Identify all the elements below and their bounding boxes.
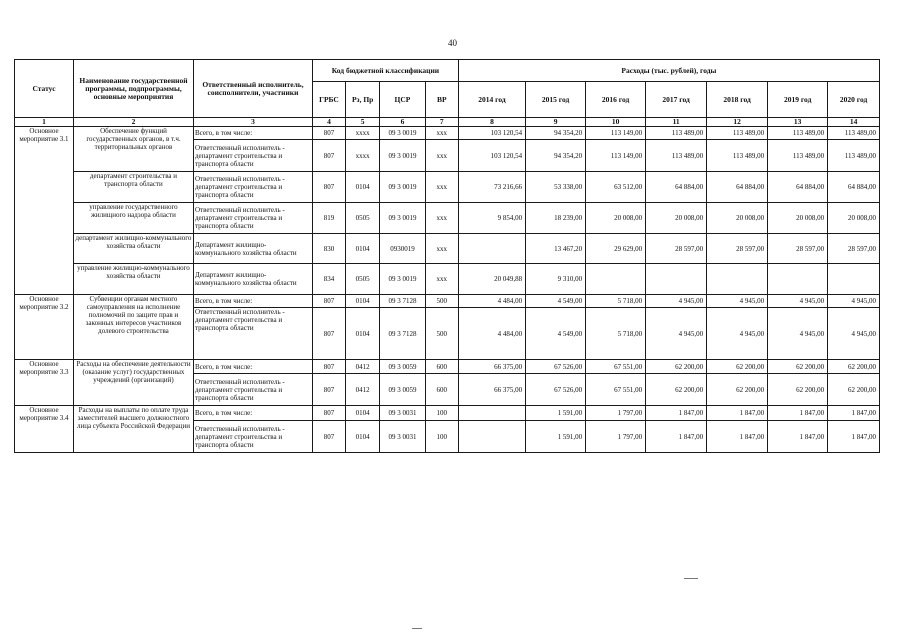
row-value: 63 512,00	[586, 172, 646, 203]
row-value: 113 489,00	[768, 127, 828, 140]
row-status: Основное мероприятие 3.4	[15, 406, 74, 453]
header-program: Наименование государственной программы, подпрограммы, основные мероприятия	[73, 60, 193, 118]
column-number: 1	[15, 118, 74, 127]
column-number: 14	[828, 118, 880, 127]
row-value: 73 216,66	[458, 172, 525, 203]
row-rz-pr: xxxx	[346, 140, 380, 172]
row-value: 4 945,00	[707, 308, 768, 360]
row-value: 64 884,00	[768, 172, 828, 203]
scan-mark	[412, 628, 422, 629]
table-row	[15, 264, 880, 295]
row-value: 103 120,54	[458, 127, 525, 140]
row-value: 4 549,00	[526, 308, 586, 360]
header-rz-pr: Рз, Пр	[346, 82, 380, 118]
row-value: 62 200,00	[646, 360, 707, 374]
row-value: 66 375,00	[458, 374, 525, 406]
row-value: 20 008,00	[707, 203, 768, 234]
row-value: 113 489,00	[707, 140, 768, 172]
row-vr: xxx	[425, 172, 458, 203]
table-row	[15, 172, 880, 203]
row-grbs: 807	[312, 140, 345, 172]
table-row	[15, 360, 880, 374]
row-value: 4 945,00	[828, 308, 880, 360]
page-number: 40	[448, 38, 457, 48]
row-value: 20 008,00	[828, 203, 880, 234]
row-value: 4 484,00	[458, 295, 525, 308]
row-rz-pr: 0104	[346, 172, 380, 203]
row-vr: xxx	[425, 140, 458, 172]
row-grbs: 807	[312, 172, 345, 203]
column-number: 13	[768, 118, 828, 127]
row-value: 62 200,00	[828, 360, 880, 374]
row-value: 1 847,00	[828, 421, 880, 453]
row-status: Основное мероприятие 3.2	[15, 295, 74, 360]
row-csr: 09 3 0059	[380, 360, 426, 374]
row-name: управление государственного жилищного надзора области	[73, 203, 193, 234]
row-csr: 09 3 0019	[380, 127, 426, 140]
row-value: 67 526,00	[526, 360, 586, 374]
row-responsible: Всего, в том числе:	[193, 295, 312, 308]
column-number: 12	[707, 118, 768, 127]
row-grbs: 807	[312, 127, 345, 140]
row-name: департамент жилищно-коммунального хозяйства области	[73, 234, 193, 264]
row-csr: 09 3 0019	[380, 172, 426, 203]
row-value: 62 200,00	[768, 374, 828, 406]
row-responsible: Всего, в том числе:	[193, 406, 312, 421]
row-name: управление жилищно-коммунального хозяйства области	[73, 264, 193, 295]
header-csr: ЦСР	[380, 82, 426, 118]
header-year: 2016 год	[586, 82, 646, 118]
row-vr: 100	[425, 421, 458, 453]
header-year: 2017 год	[646, 82, 707, 118]
row-rz-pr: 0104	[346, 421, 380, 453]
column-number: 9	[526, 118, 586, 127]
header-year: 2015 год	[526, 82, 586, 118]
row-rz-pr: 0412	[346, 360, 380, 374]
row-vr: 500	[425, 308, 458, 360]
row-rz-pr: 0505	[346, 264, 380, 295]
row-responsible: Департамент жилищно-коммунального хозяйства области	[193, 264, 312, 295]
row-value: 13 467,20	[526, 234, 586, 264]
column-number: 2	[73, 118, 193, 127]
row-value: 28 597,00	[646, 234, 707, 264]
column-number: 10	[586, 118, 646, 127]
row-name: Расходы на выплаты по оплате труда заместителей высшего должностного лица субъекта Российской Федерации	[73, 406, 193, 453]
row-value: 64 884,00	[646, 172, 707, 203]
row-value: 1 847,00	[768, 421, 828, 453]
column-number: 5	[346, 118, 380, 127]
row-vr: 600	[425, 360, 458, 374]
table-row	[15, 406, 880, 421]
row-value: 1 591,00	[526, 406, 586, 421]
row-csr: 09 3 0019	[380, 264, 426, 295]
row-value	[707, 264, 768, 295]
table-row	[15, 295, 880, 308]
row-grbs: 834	[312, 264, 345, 295]
row-vr: xxx	[425, 203, 458, 234]
row-grbs: 807	[312, 421, 345, 453]
row-value: 20 008,00	[768, 203, 828, 234]
budget-table	[14, 59, 880, 453]
row-rz-pr: 0104	[346, 234, 380, 264]
row-rz-pr: 0104	[346, 295, 380, 308]
row-value: 20 008,00	[646, 203, 707, 234]
column-number: 7	[425, 118, 458, 127]
row-csr: 09 3 0031	[380, 406, 426, 421]
row-status: Основное мероприятие 3.3	[15, 360, 74, 406]
row-value	[646, 264, 707, 295]
row-value: 113 489,00	[828, 127, 880, 140]
row-value: 113 489,00	[646, 127, 707, 140]
row-value: 4 945,00	[768, 308, 828, 360]
row-value: 4 945,00	[828, 295, 880, 308]
column-number: 8	[458, 118, 525, 127]
row-value: 1 591,00	[526, 421, 586, 453]
table-row	[15, 203, 880, 234]
row-vr: 600	[425, 374, 458, 406]
row-value: 113 149,00	[586, 127, 646, 140]
row-grbs: 807	[312, 308, 345, 360]
row-value: 62 200,00	[828, 374, 880, 406]
row-value: 67 551,00	[586, 374, 646, 406]
row-value: 1 847,00	[707, 421, 768, 453]
row-vr: 100	[425, 406, 458, 421]
row-name: Обеспечение функций государственных органов, в т.ч. территориальных органов	[73, 127, 193, 172]
table-row	[15, 234, 880, 264]
row-value: 1 797,00	[586, 421, 646, 453]
row-responsible: Ответственный исполнитель - департамент строительства и транспорта области	[193, 172, 312, 203]
column-number: 3	[193, 118, 312, 127]
row-value: 67 526,00	[526, 374, 586, 406]
row-rz-pr: 0412	[346, 374, 380, 406]
row-rz-pr: 0505	[346, 203, 380, 234]
row-value	[828, 264, 880, 295]
header-vr: ВР	[425, 82, 458, 118]
row-value: 20 008,00	[586, 203, 646, 234]
row-responsible: Ответственный исполнитель - департамент строительства и транспорта области	[193, 308, 312, 360]
row-value: 28 597,00	[828, 234, 880, 264]
row-value: 4 945,00	[646, 308, 707, 360]
row-csr: 09 3 7128	[380, 308, 426, 360]
row-value: 67 551,00	[586, 360, 646, 374]
row-value: 18 239,00	[526, 203, 586, 234]
row-grbs: 807	[312, 295, 345, 308]
row-value: 4 945,00	[768, 295, 828, 308]
row-vr: 500	[425, 295, 458, 308]
row-name: Расходы на обеспечение деятельности (оказание услуг) государственных учреждений (организаций)	[73, 360, 193, 406]
row-rz-pr: 0104	[346, 308, 380, 360]
row-name: Субвенции органам местного самоуправления на исполнение полномочий по защите прав и законных интересов участников долевого строительства	[73, 295, 193, 360]
row-responsible: Департамент жилищно-коммунального хозяйства области	[193, 234, 312, 264]
row-value: 5 718,00	[586, 295, 646, 308]
row-value	[768, 264, 828, 295]
row-vr: xxx	[425, 127, 458, 140]
row-value: 103 120,54	[458, 140, 525, 172]
header-grbs: ГРБС	[312, 82, 345, 118]
row-rz-pr: xxxx	[346, 127, 380, 140]
row-status: Основное мероприятие 3.1	[15, 127, 74, 295]
row-vr: xxx	[425, 264, 458, 295]
row-responsible: Ответственный исполнитель - департамент строительства и транспорта области	[193, 374, 312, 406]
header-year: 2014 год	[458, 82, 525, 118]
row-value: 62 200,00	[707, 360, 768, 374]
row-value: 94 354,20	[526, 127, 586, 140]
row-rz-pr: 0104	[346, 406, 380, 421]
row-value: 1 847,00	[707, 406, 768, 421]
row-grbs: 807	[312, 360, 345, 374]
row-value: 4 549,00	[526, 295, 586, 308]
row-value: 1 797,00	[586, 406, 646, 421]
row-value: 5 718,00	[586, 308, 646, 360]
row-value: 64 884,00	[828, 172, 880, 203]
row-value: 113 489,00	[707, 127, 768, 140]
row-value: 1 847,00	[646, 406, 707, 421]
header-expenses: Расходы (тыс. рублей), годы	[458, 60, 879, 82]
row-value: 4 484,00	[458, 308, 525, 360]
row-value: 62 200,00	[768, 360, 828, 374]
row-csr: 0930019	[380, 234, 426, 264]
row-value: 94 354,20	[526, 140, 586, 172]
header-responsible: Ответственный исполнитель, соисполнители, участники	[193, 60, 312, 118]
header-year: 2019 год	[768, 82, 828, 118]
row-value: 64 884,00	[707, 172, 768, 203]
row-value: 28 597,00	[768, 234, 828, 264]
row-value: 113 489,00	[828, 140, 880, 172]
row-value	[458, 421, 525, 453]
row-value	[458, 406, 525, 421]
row-value: 113 149,00	[586, 140, 646, 172]
table-row	[15, 127, 880, 140]
row-grbs: 830	[312, 234, 345, 264]
row-value: 113 489,00	[768, 140, 828, 172]
row-value: 53 338,00	[526, 172, 586, 203]
row-value: 66 375,00	[458, 360, 525, 374]
row-csr: 09 3 0019	[380, 140, 426, 172]
row-responsible: Ответственный исполнитель - департамент строительства и транспорта области	[193, 421, 312, 453]
row-value: 113 489,00	[646, 140, 707, 172]
column-number: 6	[380, 118, 426, 127]
header-year: 2020 год	[828, 82, 880, 118]
header-budget-code: Код бюджетной классификации	[312, 60, 458, 82]
row-value: 1 847,00	[828, 406, 880, 421]
row-responsible: Всего, в том числе:	[193, 127, 312, 140]
row-value: 1 847,00	[768, 406, 828, 421]
row-value: 9 854,00	[458, 203, 525, 234]
scan-mark	[684, 578, 698, 579]
header-year: 2018 год	[707, 82, 768, 118]
row-value: 4 945,00	[646, 295, 707, 308]
row-value	[586, 264, 646, 295]
header-status: Статус	[15, 60, 74, 118]
column-number: 4	[312, 118, 345, 127]
row-value: 9 310,00	[526, 264, 586, 295]
row-value: 4 945,00	[707, 295, 768, 308]
row-responsible: Ответственный исполнитель - департамент строительства и транспорта области	[193, 140, 312, 172]
row-grbs: 819	[312, 203, 345, 234]
row-csr: 09 3 0031	[380, 421, 426, 453]
row-grbs: 807	[312, 374, 345, 406]
row-value	[458, 234, 525, 264]
row-grbs: 807	[312, 406, 345, 421]
row-name: департамент строительства и транспорта области	[73, 172, 193, 203]
row-vr: xxx	[425, 234, 458, 264]
row-responsible: Всего, в том числе:	[193, 360, 312, 374]
row-value: 62 200,00	[707, 374, 768, 406]
column-number: 11	[646, 118, 707, 127]
row-csr: 09 3 0019	[380, 203, 426, 234]
row-value: 29 629,00	[586, 234, 646, 264]
row-value: 1 847,00	[646, 421, 707, 453]
row-csr: 09 3 0059	[380, 374, 426, 406]
row-value: 62 200,00	[646, 374, 707, 406]
row-responsible: Ответственный исполнитель - департамент строительства и транспорта области	[193, 203, 312, 234]
row-value: 20 049,88	[458, 264, 525, 295]
row-csr: 09 3 7128	[380, 295, 426, 308]
row-value: 28 597,00	[707, 234, 768, 264]
